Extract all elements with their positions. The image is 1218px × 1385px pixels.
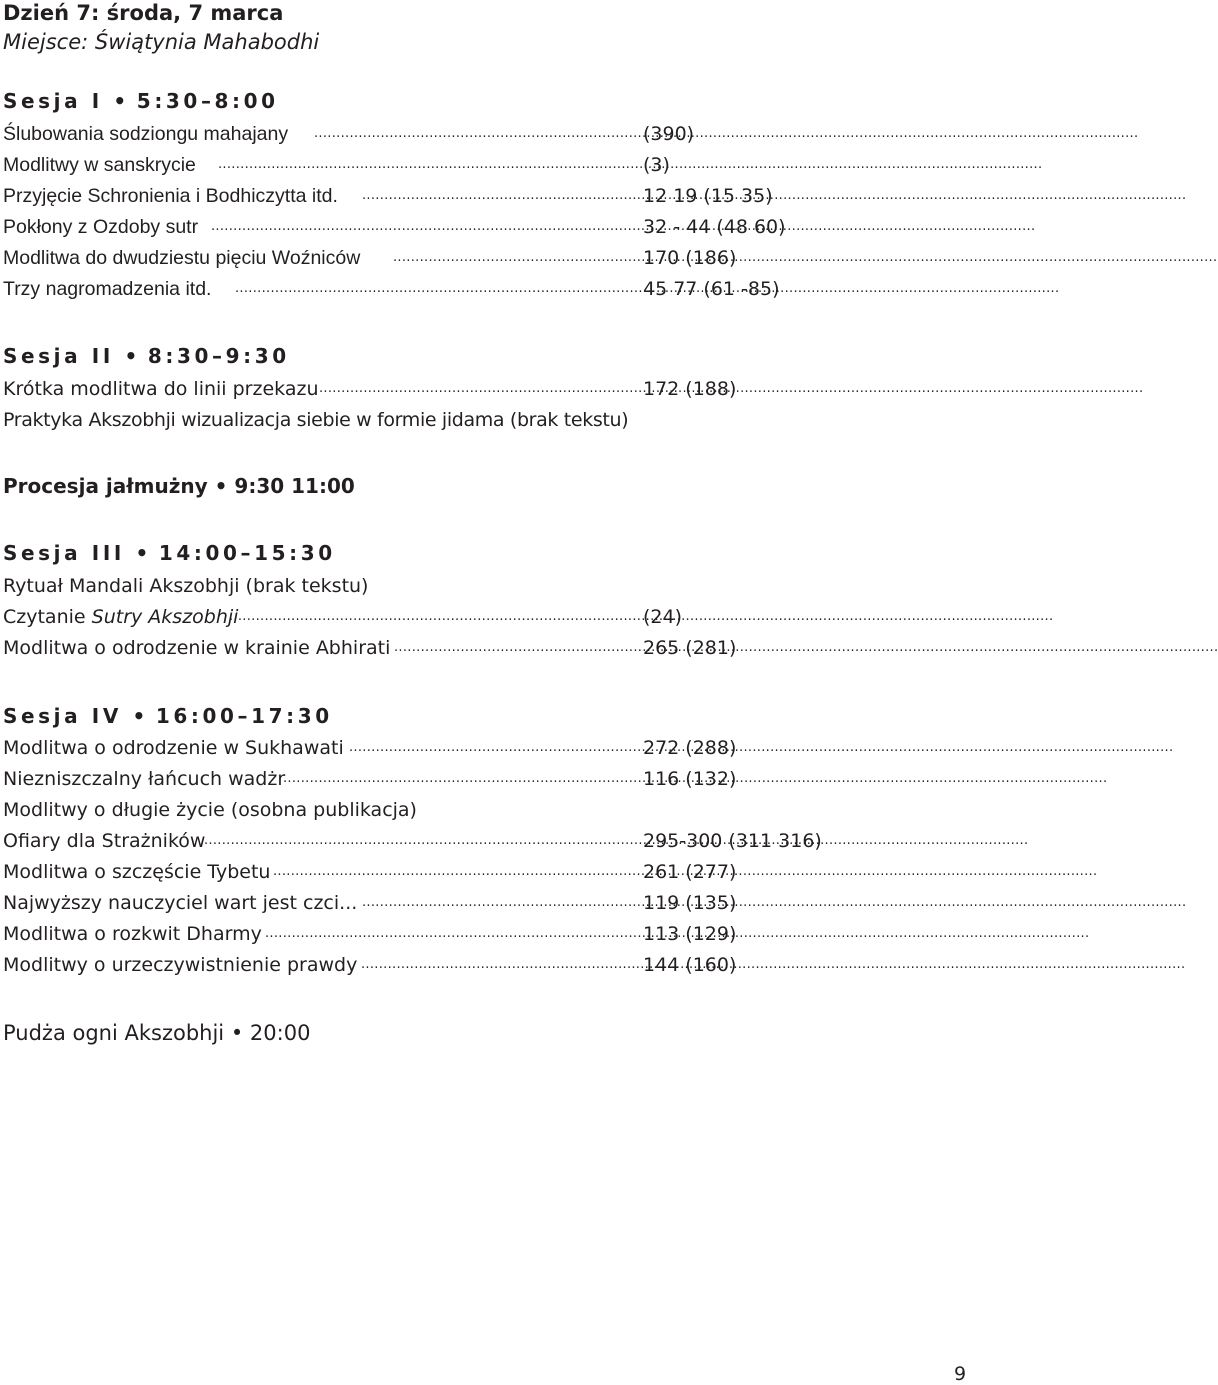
row-page-ref: 144 (160) (643, 954, 737, 976)
session-label: Sesja IV (3, 704, 122, 728)
bullet-icon: • (135, 541, 149, 565)
session-time: 5:30–8:00 (136, 89, 279, 113)
place-subtitle: Miejsce: Świątynia Mahabodhi (3, 30, 320, 54)
row-title: Modlitwy w sanskrycie (3, 154, 196, 176)
row-page-ref: 113 (129) (643, 923, 737, 945)
closing-line (3, 1019, 310, 1047)
dot-leader (362, 890, 642, 916)
dot-leader (349, 735, 642, 761)
row-page-ref: (390) (643, 123, 695, 145)
row-title: Modlitwa o odrodzenie w krainie Abhirati (3, 637, 391, 659)
document-page (3, 0, 967, 1385)
row-page-ref: (24) (643, 606, 683, 628)
dot-leader (283, 766, 642, 792)
row-title: Niezniszczalny łańcuch wadżr (3, 768, 286, 790)
closing-time: 20:00 (249, 1021, 311, 1045)
schedule-row-plain: Modlitwy o długie życie (osobna publikacja) (3, 799, 417, 821)
row-title: Modlitwa o rozkwit Dharmy (3, 923, 262, 945)
dot-leader (362, 183, 642, 209)
row-page-ref: 170 (186) (643, 247, 737, 269)
row-title: Ofiary dla Strażników (3, 830, 206, 852)
row-title: Modlitwa o odrodzenie w Sukhawati (3, 737, 344, 759)
dot-leader (361, 952, 642, 978)
dot-leader (265, 921, 642, 947)
dot-leader (273, 859, 642, 885)
row-title: Modlitwa o szczęście Tybetu (3, 861, 271, 883)
row-page-ref: 12 19 (15 35) (643, 185, 773, 207)
session-time: 16:00–17:30 (155, 704, 333, 728)
row-page-ref: 261 (277) (643, 861, 737, 883)
row-title: Ślubowania sodziongu mahajany (3, 123, 289, 145)
row-title: Modlitwa do dwudziestu pięciu Woźniców (3, 247, 361, 269)
row-title: Krótka modlitwa do linii przekazu (3, 378, 319, 400)
session-heading-1 (3, 88, 279, 114)
bullet-icon: • (124, 344, 138, 368)
row-title-text: Czytanie (3, 606, 92, 628)
row-page-ref: 116 (132) (643, 768, 737, 790)
schedule-row-plain: Praktyka Akszobhji wizualizacja siebie w formie jidama (brak tekstu) (3, 409, 629, 431)
schedule-row-plain: Rytuał Mandali Akszobhji (brak tekstu) (3, 575, 369, 597)
session-label: Sesja II (3, 344, 114, 368)
bullet-icon: • (214, 474, 228, 498)
day-title: Dzień 7: środa, 7 marca (3, 1, 284, 25)
row-page-ref: 45 77 (61 -85) (643, 278, 780, 300)
row-title: Trzy nagromadzenia itd. (3, 278, 212, 300)
row-title (3, 604, 238, 630)
dot-leader (218, 152, 642, 178)
row-title-italic: Sutry Akszobhji (91, 606, 239, 628)
bullet-icon: • (113, 89, 127, 113)
bullet-icon: • (230, 1021, 244, 1045)
bullet-icon: • (132, 704, 146, 728)
dot-leader (235, 276, 642, 302)
session-time: 8:30–9:30 (147, 344, 290, 368)
row-page-ref: (3) (643, 154, 670, 176)
session-time: 14:00–15:30 (158, 541, 336, 565)
dot-leader (314, 121, 642, 147)
procession-time: 9:30 11:00 (234, 474, 355, 498)
row-page-ref: 272 (288) (643, 737, 737, 759)
dot-leader (394, 635, 642, 661)
row-page-ref: 265 (281) (643, 637, 737, 659)
session-heading-2 (3, 343, 290, 369)
row-title: Najwyższy nauczyciel wart jest czci... (3, 892, 358, 914)
closing-label: Pudża ogni Akszobhji (3, 1021, 225, 1045)
dot-leader (319, 376, 642, 402)
session-heading-4 (3, 703, 333, 729)
dot-leader (229, 604, 642, 630)
row-title: Pokłony z Ozdoby sutr (3, 216, 199, 238)
procession-label: Procesja jałmużny (3, 474, 208, 498)
session-label: Sesja I (3, 89, 103, 113)
page-number: 9 (954, 1363, 967, 1385)
row-page-ref: 295-300 (311 316) (643, 830, 822, 852)
session-label: Sesja III (3, 541, 125, 565)
row-page-ref: 32 - 44 (48 60) (643, 216, 786, 238)
procession-heading (3, 473, 355, 499)
dot-leader (204, 828, 642, 854)
dot-leader (393, 245, 642, 271)
dot-leader (211, 214, 642, 240)
row-page-ref: 119 (135) (643, 892, 737, 914)
session-heading-3 (3, 540, 336, 566)
row-title: Modlitwy o urzeczywistnienie prawdy (3, 954, 358, 976)
row-page-ref: 172 (188) (643, 378, 737, 400)
row-title: Przyjęcie Schronienia i Bodhiczytta itd. (3, 185, 338, 207)
